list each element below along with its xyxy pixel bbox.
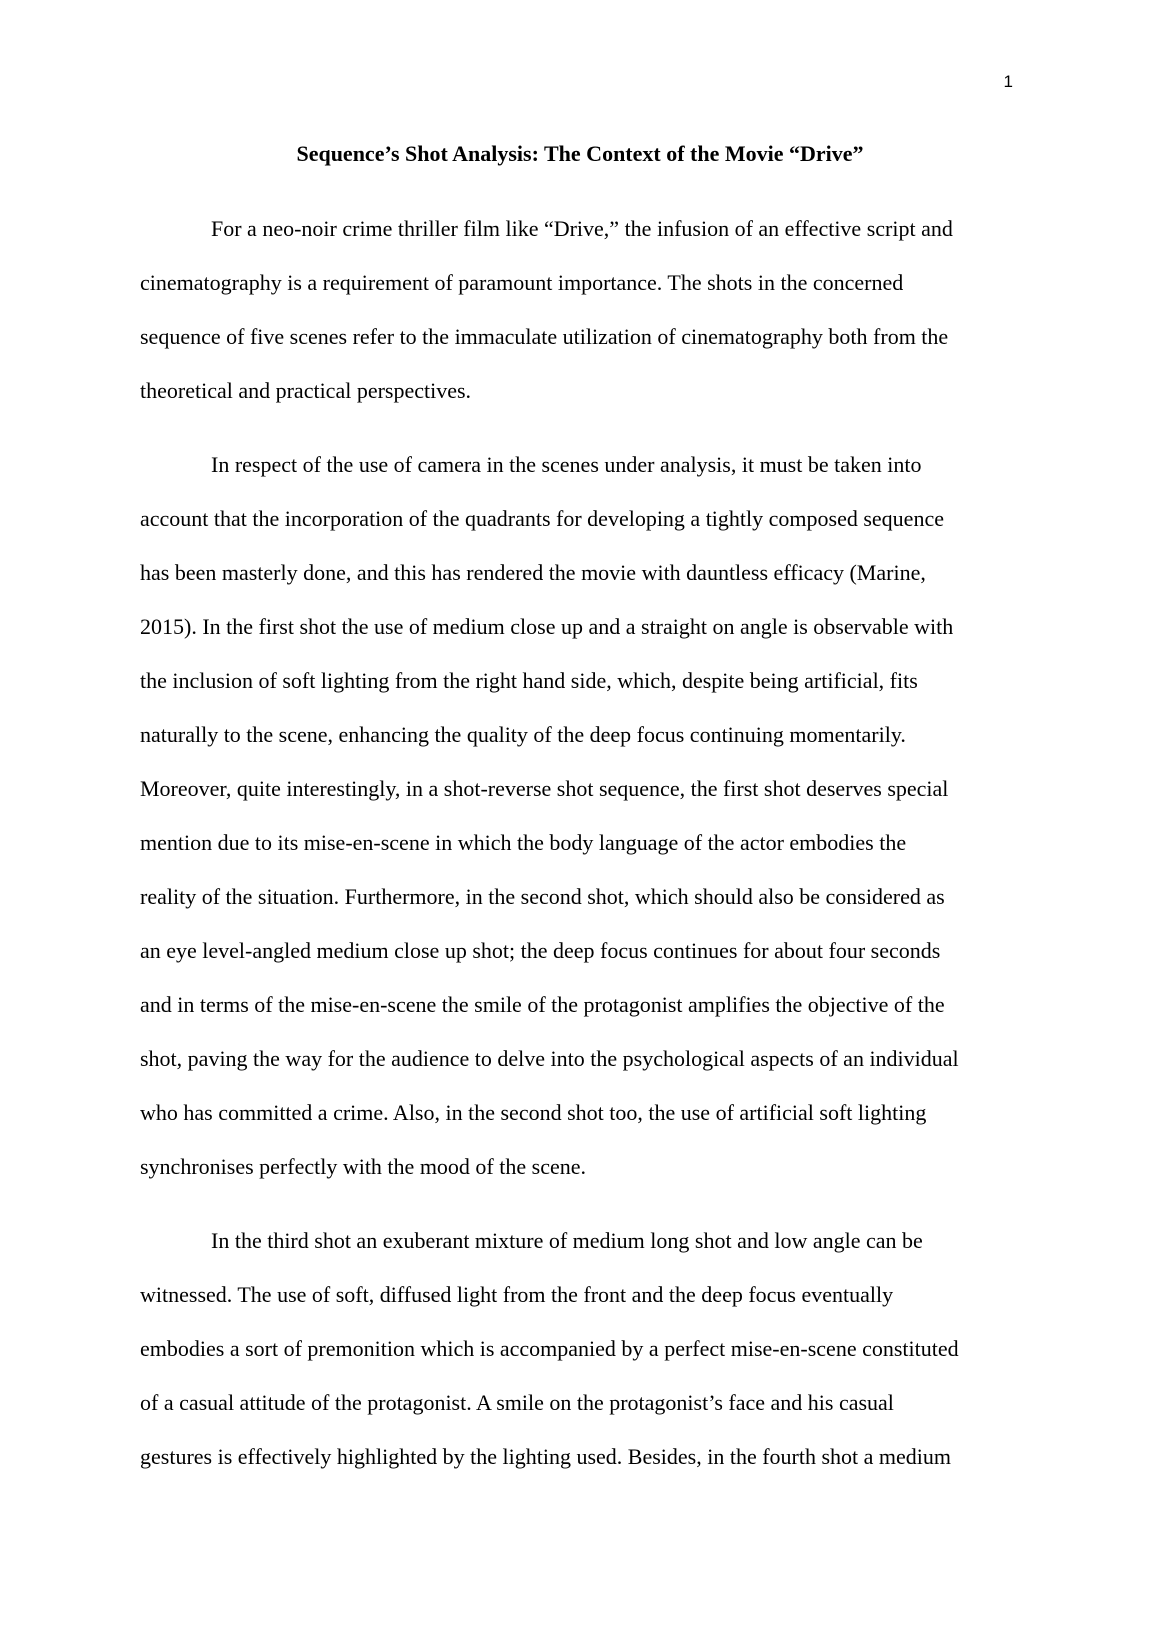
text-line: mention due to its mise-en-scene in which the body language of the actor embodies the (140, 830, 907, 855)
text-line: naturally to the scene, enhancing the quality of the deep focus continuing momentarily. (140, 722, 906, 747)
text-line: For a neo-noir crime thriller film like “Drive,” the infusion of an effective script and (211, 216, 953, 241)
text-line: theoretical and practical perspectives. (140, 378, 472, 403)
text-line: an eye level-angled medium close up shot; the deep focus continues for about four seconds (140, 938, 941, 963)
text-line: 2015). In the first shot the use of medium close up and a straight on angle is observable with (140, 614, 954, 639)
text-line: In respect of the use of camera in the scenes under analysis, it must be taken into (211, 452, 922, 477)
paragraph-2 (140, 438, 1020, 1194)
text-line: In the third shot an exuberant mixture of medium long shot and low angle can be (211, 1228, 923, 1253)
text-line: embodies a sort of premonition which is accompanied by a perfect mise-en-scene constituted (140, 1336, 959, 1361)
paragraph-1 (140, 202, 1020, 418)
text-line: cinematography is a requirement of paramount importance. The shots in the concerned (140, 270, 904, 295)
text-line: the inclusion of soft lighting from the right hand side, which, despite being artificial, fits (140, 668, 918, 693)
text-line: who has committed a crime. Also, in the second shot too, the use of artificial soft lighting (140, 1100, 927, 1125)
text-line: reality of the situation. Furthermore, in the second shot, which should also be considered as (140, 884, 945, 909)
paragraph-3 (140, 1214, 1020, 1484)
text-line: synchronises perfectly with the mood of the scene. (140, 1154, 586, 1179)
document-body (140, 202, 1020, 1504)
document-title: Sequence’s Shot Analysis: The Context of the Movie “Drive” (296, 141, 864, 166)
text-line: gestures is effectively highlighted by the lighting used. Besides, in the fourth shot a medium (140, 1444, 952, 1469)
page-number: 1 (1003, 72, 1013, 91)
text-line: sequence of five scenes refer to the immaculate utilization of cinematography both from the (140, 324, 949, 349)
text-line: witnessed. The use of soft, diffused light from the front and the deep focus eventually (140, 1282, 894, 1307)
text-line: and in terms of the mise-en-scene the smile of the protagonist amplifies the objective of the (140, 992, 945, 1017)
text-line: of a casual attitude of the protagonist. A smile on the protagonist’s face and his casual (140, 1390, 894, 1415)
text-line: account that the incorporation of the quadrants for developing a tightly composed sequence (140, 506, 944, 531)
text-line: shot, paving the way for the audience to delve into the psychological aspects of an individual (140, 1046, 959, 1071)
text-line: Moreover, quite interestingly, in a shot-reverse shot sequence, the first shot deserves special (140, 776, 949, 801)
text-line: has been masterly done, and this has rendered the movie with dauntless efficacy (Marine, (140, 560, 926, 585)
